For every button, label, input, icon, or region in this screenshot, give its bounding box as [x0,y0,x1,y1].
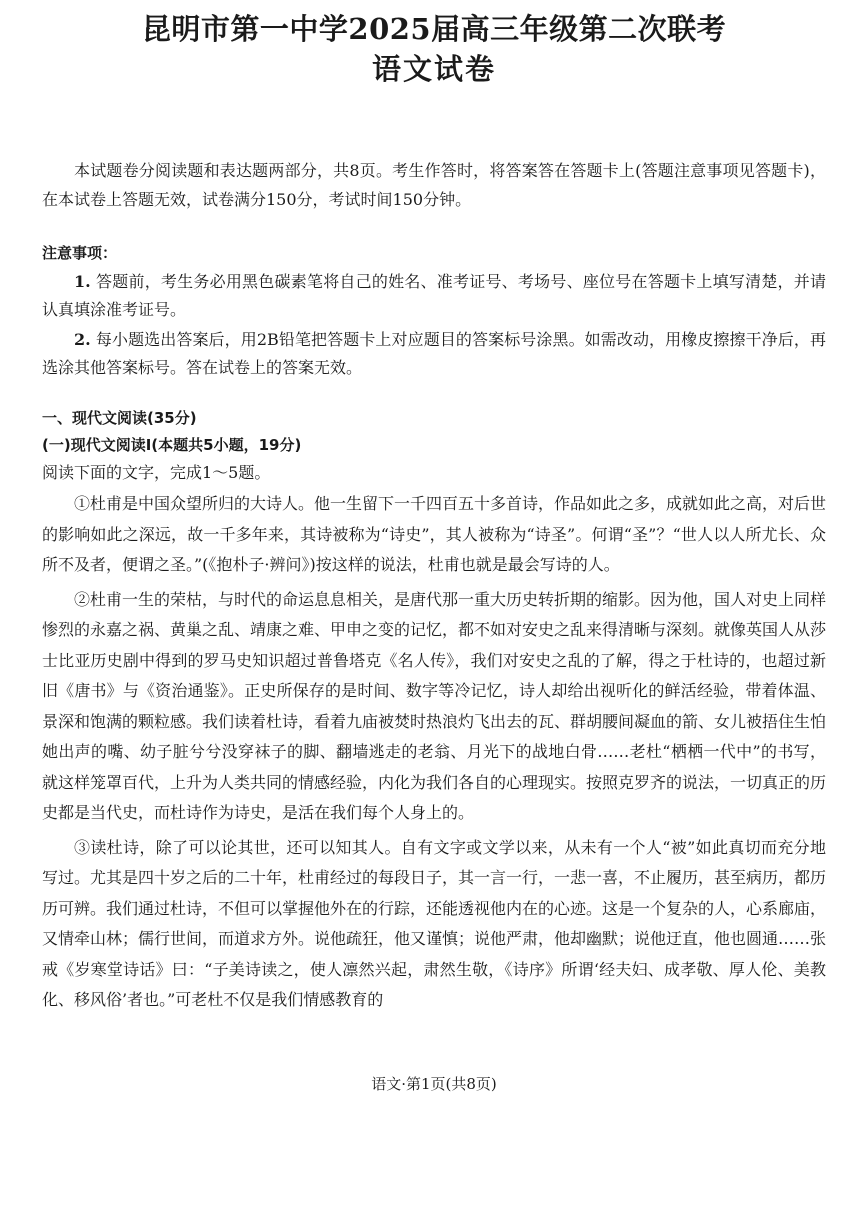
passage-paragraph-1: ①杜甫是中国众望所归的大诗人。他一生留下一千四百五十多首诗，作品如此之多，成就如此之高，对后世的影响如此之深远，故一千多年来，其诗被称为“诗史”，其人被称为“诗圣”。何谓“圣”？“世人以人所尤长、众所不及者，便谓之圣。”(《抱朴子·辨问》)按这样的说法，杜甫也就是最会写诗的人。 [42,494,827,574]
subsection-heading: (一)现代文阅读Ⅰ(本题共5小题，19分) [42,436,302,454]
exam-intro: 本试题卷分阅读题和表达题两部分，共8页。考生作答时，将答案答在答题卡上(答题注意事项见答题卡)，在本试卷上答题无效，试卷满分150分，考试时间150分钟。 [42,161,826,209]
exam-title: 昆明市第一中学2025届高三年级第二次联考 [141,12,727,46]
notice-heading: 注意事项： [42,244,118,262]
exam-subtitle: 语文试卷 [371,52,496,86]
page-footer: 语文·第1页(共8页) [371,1075,497,1093]
passage-paragraph-2: ②杜甫一生的荣枯，与时代的命运息息相关，是唐代那一重大历史转折期的缩影。因为他，国人对史上同样惨烈的永嘉之祸、黄巢之乱、靖康之难、甲申之变的记忆，都不如对安史之乱来得清晰与深刻。就像英国人从莎士比亚历史剧中得到的罗马史知识超过普鲁塔克《名人传》，我们对安史之乱的了解，得之于杜诗的，也超过新旧《唐书》与《资治通鉴》。正史所保存的是时间、数字等冷记忆，诗人却给出视听化的鲜活经验，带着体温、景深和饱满的颗粒感。我们读着杜诗，看着九庙被焚时热浪灼飞出去的瓦、群胡腰间凝血的箭、女儿被捂住生怕她出声的嘴、幼子脏兮兮没穿袜子的脚、翻墙逃走的老翁、月光下的战地白骨……老杜“栖栖一代中”的书写，就这样笼罩百代，上升为人类共同的情感经验，内化为我们各自的心理现实。按照克罗齐的说法，一切真正的历史都是当代史，而杜诗作为诗史，是活在我们每个人身上的。 [42,589,827,822]
notice-item-number: 1. [74,272,91,291]
notice-item-1 [42,268,826,324]
reading-instruction: 阅读下面的文字，完成1～5题。 [42,463,271,482]
notice-item-text: 每小题选出答案后，用2B铅笔把答题卡上对应题目的答案标号涂黑。如需改动，用橡皮擦擦干净后，再选涂其他答案标号。答在试卷上的答案无效。 [42,330,826,377]
notice-item-text: 答题前，考生务必用黑色碳素笔将自己的姓名、准考证号、考场号、座位号在答题卡上填写清楚，并请认真填涂准考证号。 [42,272,826,319]
passage-paragraph-3: ③读杜诗，除了可以论其世，还可以知其人。自有文字或文学以来，从未有一个人“被”如此真切而充分地写过。尤其是四十岁之后的二十年，杜甫经过的每段日子，其一言一行，一悲一喜，不止履历，甚至病历，都历历可辨。我们通过杜诗，不但可以掌握他外在的行踪，还能透视他内在的心迹。这是一个复杂的人，心系廊庙，又情牵山林；儒行世间，而道求方外。说他疏狂，他又谨慎；说他严肃，他却幽默；说他迂直，他也圆通……张戒《岁寒堂诗话》曰：“子美诗读之，使人凛然兴起，肃然生敬，《诗序》所谓‘经夫妇、成孝敬、厚人伦、美教化、移风俗’者也。”可老杜不仅是我们情感教育的 [42,837,827,1009]
section-heading: 一、现代文阅读(35分) [42,409,197,427]
notice-item-number: 2. [74,330,91,349]
notice-item-2 [42,326,826,382]
